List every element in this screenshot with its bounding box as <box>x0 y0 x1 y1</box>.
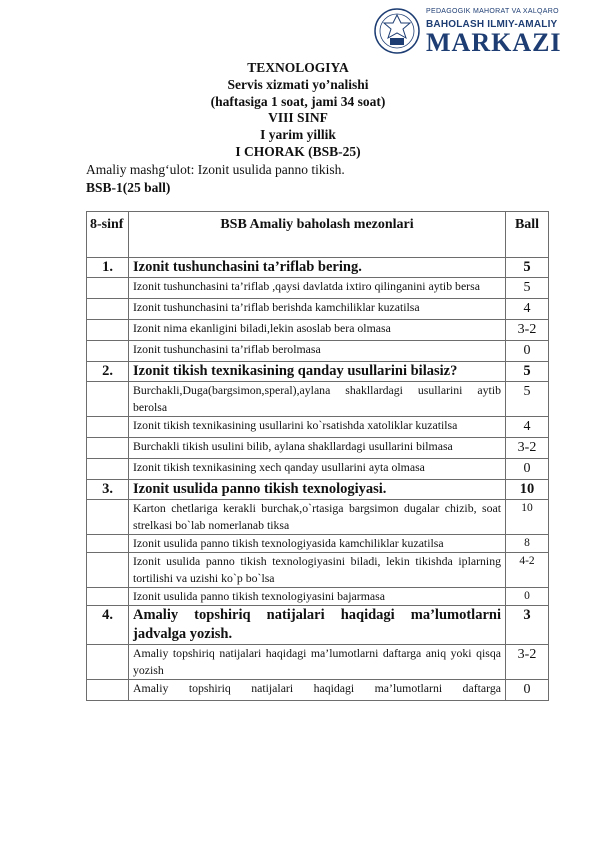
criterion-text: Amaliy topshiriq natijalari haqidagi ma’lumotlarni daftarga aniq yoki qisqa yozish <box>129 645 506 680</box>
criterion-text: Izonit usulida panno tikish texnologiyasini biladi, lekin tikishda iplarning tortilishi va uzishi ko`p bo`lsa <box>129 553 506 588</box>
criterion-ball: 4-2 <box>506 553 549 588</box>
practical-lesson: Amaliy mashg‘ulot: Izonit usulida panno tikish. <box>86 162 345 177</box>
markaz-logo <box>372 6 592 58</box>
criterion-ball: 0 <box>506 588 549 606</box>
section-title: Amaliy topshiriq natijalari haqidagi ma’lumotlarni jadvalga yozish. <box>129 606 506 645</box>
criterion-ball: 3-2 <box>506 320 549 341</box>
section-points: 5 <box>506 258 549 278</box>
criterion-ball: 5 <box>506 278 549 299</box>
assessment-table <box>86 211 549 701</box>
hours-line: (haftasiga 1 soat, jami 34 soat) <box>210 94 386 109</box>
criterion-text: Izonit usulida panno tikish texnologiyasida kamchiliklar kuzatilsa <box>129 535 506 553</box>
logo-line-3: MARKAZI <box>426 28 562 57</box>
criterion-text: Izonit tushunchasini ta’riflab ,qaysi davlatda ixtiro qilinganini aytib bersa <box>129 278 506 299</box>
section-number: 4. <box>87 606 129 645</box>
criterion-ball: 0 <box>506 341 549 362</box>
criterion-ball: 3-2 <box>506 645 549 680</box>
criterion-row <box>87 417 549 438</box>
criterion-text: Amaliy topshiriq natijalari haqidagi ma’lumotlarni daftarga <box>129 680 506 701</box>
criterion-text: Izonit usulida panno tikish texnologiyasini bajarmasa <box>129 588 506 606</box>
quarter-line: I CHORAK (BSB-25) <box>235 144 361 159</box>
logo-line-2: BAHOLASH ILMIY-AMALIY <box>426 19 558 30</box>
header-criteria: BSB Amaliy baholash mezonlari <box>129 212 506 258</box>
criterion-text: Izonit tushunchasini ta’riflab berolmasa <box>129 341 506 362</box>
criterion-text: Burchakli tikish usulini bilib, aylana shakllardagi usullarini bilmasa <box>129 438 506 459</box>
criterion-row <box>87 382 549 417</box>
header-ball: Ball <box>506 212 549 258</box>
section-points: 10 <box>506 480 549 500</box>
criterion-ball: 10 <box>506 500 549 535</box>
section-title: Izonit tikish texnikasining qanday usullarini bilasiz? <box>129 362 506 382</box>
criterion-row <box>87 588 549 606</box>
criterion-row <box>87 459 549 480</box>
bsb-label: BSB-1(25 ball) <box>86 180 171 195</box>
direction-line: Servis xizmati yo’nalishi <box>227 77 369 92</box>
section-points: 3 <box>506 606 549 645</box>
criterion-text: Burchakli,Duga(bargsimon,speral),aylana shakllardagi usullarini aytib berolsa <box>129 382 506 417</box>
criterion-ball: 4 <box>506 417 549 438</box>
criterion-row <box>87 438 549 459</box>
criterion-row <box>87 680 549 701</box>
criterion-ball: 5 <box>506 382 549 417</box>
criterion-text: Izonit tikish texnikasining usullarini ko`rsatishda xatoliklar kuzatilsa <box>129 417 506 438</box>
criterion-row <box>87 553 549 588</box>
section-row <box>87 362 549 382</box>
section-number: 1. <box>87 258 129 278</box>
section-title: Izonit tushunchasini ta’riflab bering. <box>129 258 506 278</box>
logo-line-1: PEDAGOGIK MAHORAT VA XALQARO <box>426 8 559 15</box>
criterion-row <box>87 535 549 553</box>
header-grade: 8-sinf <box>87 212 129 258</box>
emblem-icon <box>372 6 422 56</box>
criterion-ball: 4 <box>506 299 549 320</box>
table-header-row <box>87 212 549 258</box>
criterion-text: Karton chetlariga kerakli burchak,o`rtasiga bargsimon dugalar chizib, soat strelkasi bo`lab nomerlanab tiksa <box>129 500 506 535</box>
section-points: 5 <box>506 362 549 382</box>
criterion-ball: 3-2 <box>506 438 549 459</box>
grade-line: VIII SINF <box>268 110 328 125</box>
criterion-ball: 8 <box>506 535 549 553</box>
criterion-text: Izonit tushunchasini ta’riflab berishda kamchiliklar kuzatilsa <box>129 299 506 320</box>
half-year-line: I yarim yillik <box>260 127 336 142</box>
criterion-ball: 0 <box>506 459 549 480</box>
criterion-row <box>87 500 549 535</box>
section-title: Izonit usulida panno tikish texnologiyasi. <box>129 480 506 500</box>
criterion-row <box>87 278 549 299</box>
criterion-row <box>87 645 549 680</box>
criterion-text: Izonit nima ekanligini biladi,lekin asoslab bera olmasa <box>129 320 506 341</box>
criterion-text: Izonit tikish texnikasining xech qanday usullarini ayta olmasa <box>129 459 506 480</box>
criterion-row <box>87 320 549 341</box>
criterion-ball: 0 <box>506 680 549 701</box>
subject-title: TEXNOLOGIYA <box>247 60 349 75</box>
section-row <box>87 480 549 500</box>
section-row <box>87 606 549 645</box>
section-number: 2. <box>87 362 129 382</box>
section-number: 3. <box>87 480 129 500</box>
criterion-row <box>87 341 549 362</box>
section-row <box>87 258 549 278</box>
criterion-row <box>87 299 549 320</box>
